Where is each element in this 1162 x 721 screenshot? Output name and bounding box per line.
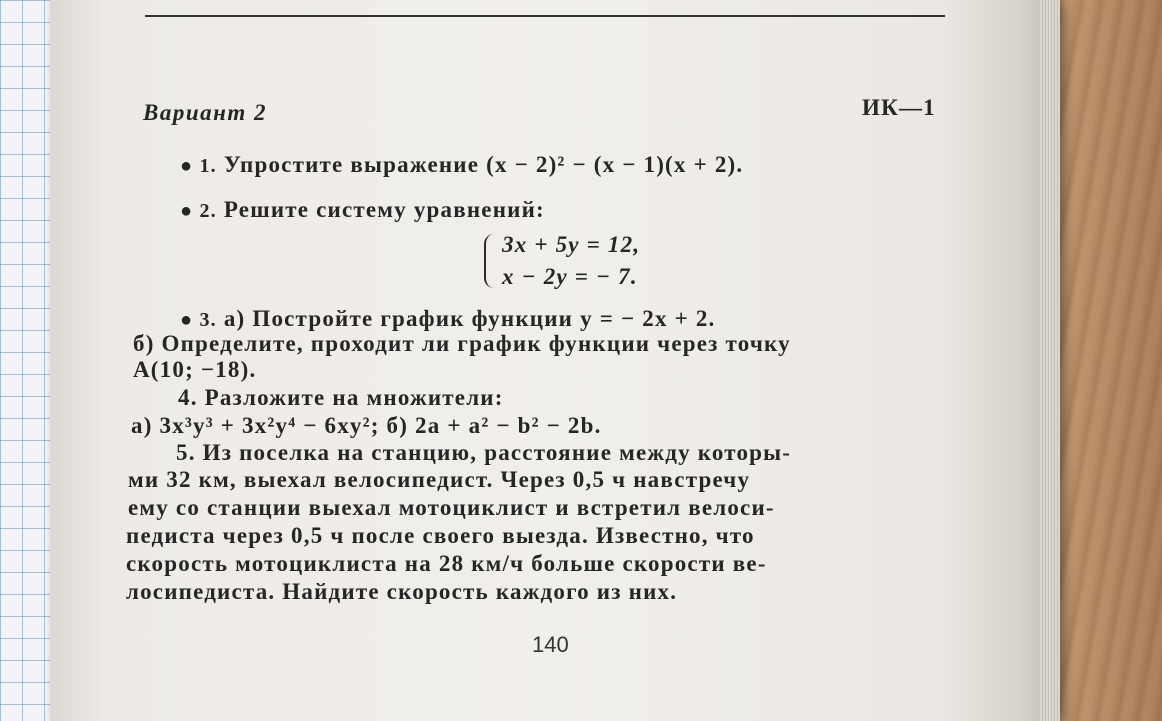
equation-2: x − 2y = − 7. xyxy=(502,264,638,289)
task-5-line5: скорость мотоциклиста на 28 км/ч больше скорости ве- xyxy=(126,551,767,576)
task-4-line2: а) 3x³y³ + 3x²y⁴ − 6xy²; б) 2a + a² − b² − 2b. xyxy=(131,413,602,438)
task-3b-line2: A(10; −18). xyxy=(133,357,257,382)
task-2 xyxy=(180,197,545,223)
task-5-line2: ми 32 км, выехал велосипедист. Через 0,5 ч навстречу xyxy=(128,467,751,492)
page-number: 140 xyxy=(532,632,569,657)
task-3b-line1: б) Определите, проходит ли график функции через точку xyxy=(133,331,791,356)
task-5-line1: 5. Из поселка на станцию, расстояние между которы- xyxy=(176,440,792,465)
task-3-number: ● 3. xyxy=(180,309,217,331)
task-2-number: ● 2. xyxy=(180,200,217,222)
section-code: ИК—1 xyxy=(862,95,936,120)
system-brace xyxy=(484,234,498,288)
task-1-text: Упростите выражение (x − 2)² − (x − 1)(x + 2). xyxy=(223,152,744,177)
task-5-line3: ему со станции выехал мотоциклист и встретил велоси- xyxy=(128,495,775,520)
task-1-number: ● 1. xyxy=(180,155,217,177)
task-4-line1: 4. Разложите на множители: xyxy=(178,385,504,410)
task-5-line6: лосипедиста. Найдите скорость каждого из них. xyxy=(126,579,678,604)
task-3a xyxy=(180,306,716,332)
task-1 xyxy=(180,152,743,178)
variant-heading: Вариант 2 xyxy=(143,100,268,125)
task-2-text: Решите систему уравнений: xyxy=(223,197,545,222)
task-3a-text: а) Постройте график функции y = − 2x + 2. xyxy=(223,306,716,331)
equation-1: 3x + 5y = 12, xyxy=(502,232,641,257)
task-5-line4: педиста через 0,5 ч после своего выезда. Известно, что xyxy=(126,523,755,548)
